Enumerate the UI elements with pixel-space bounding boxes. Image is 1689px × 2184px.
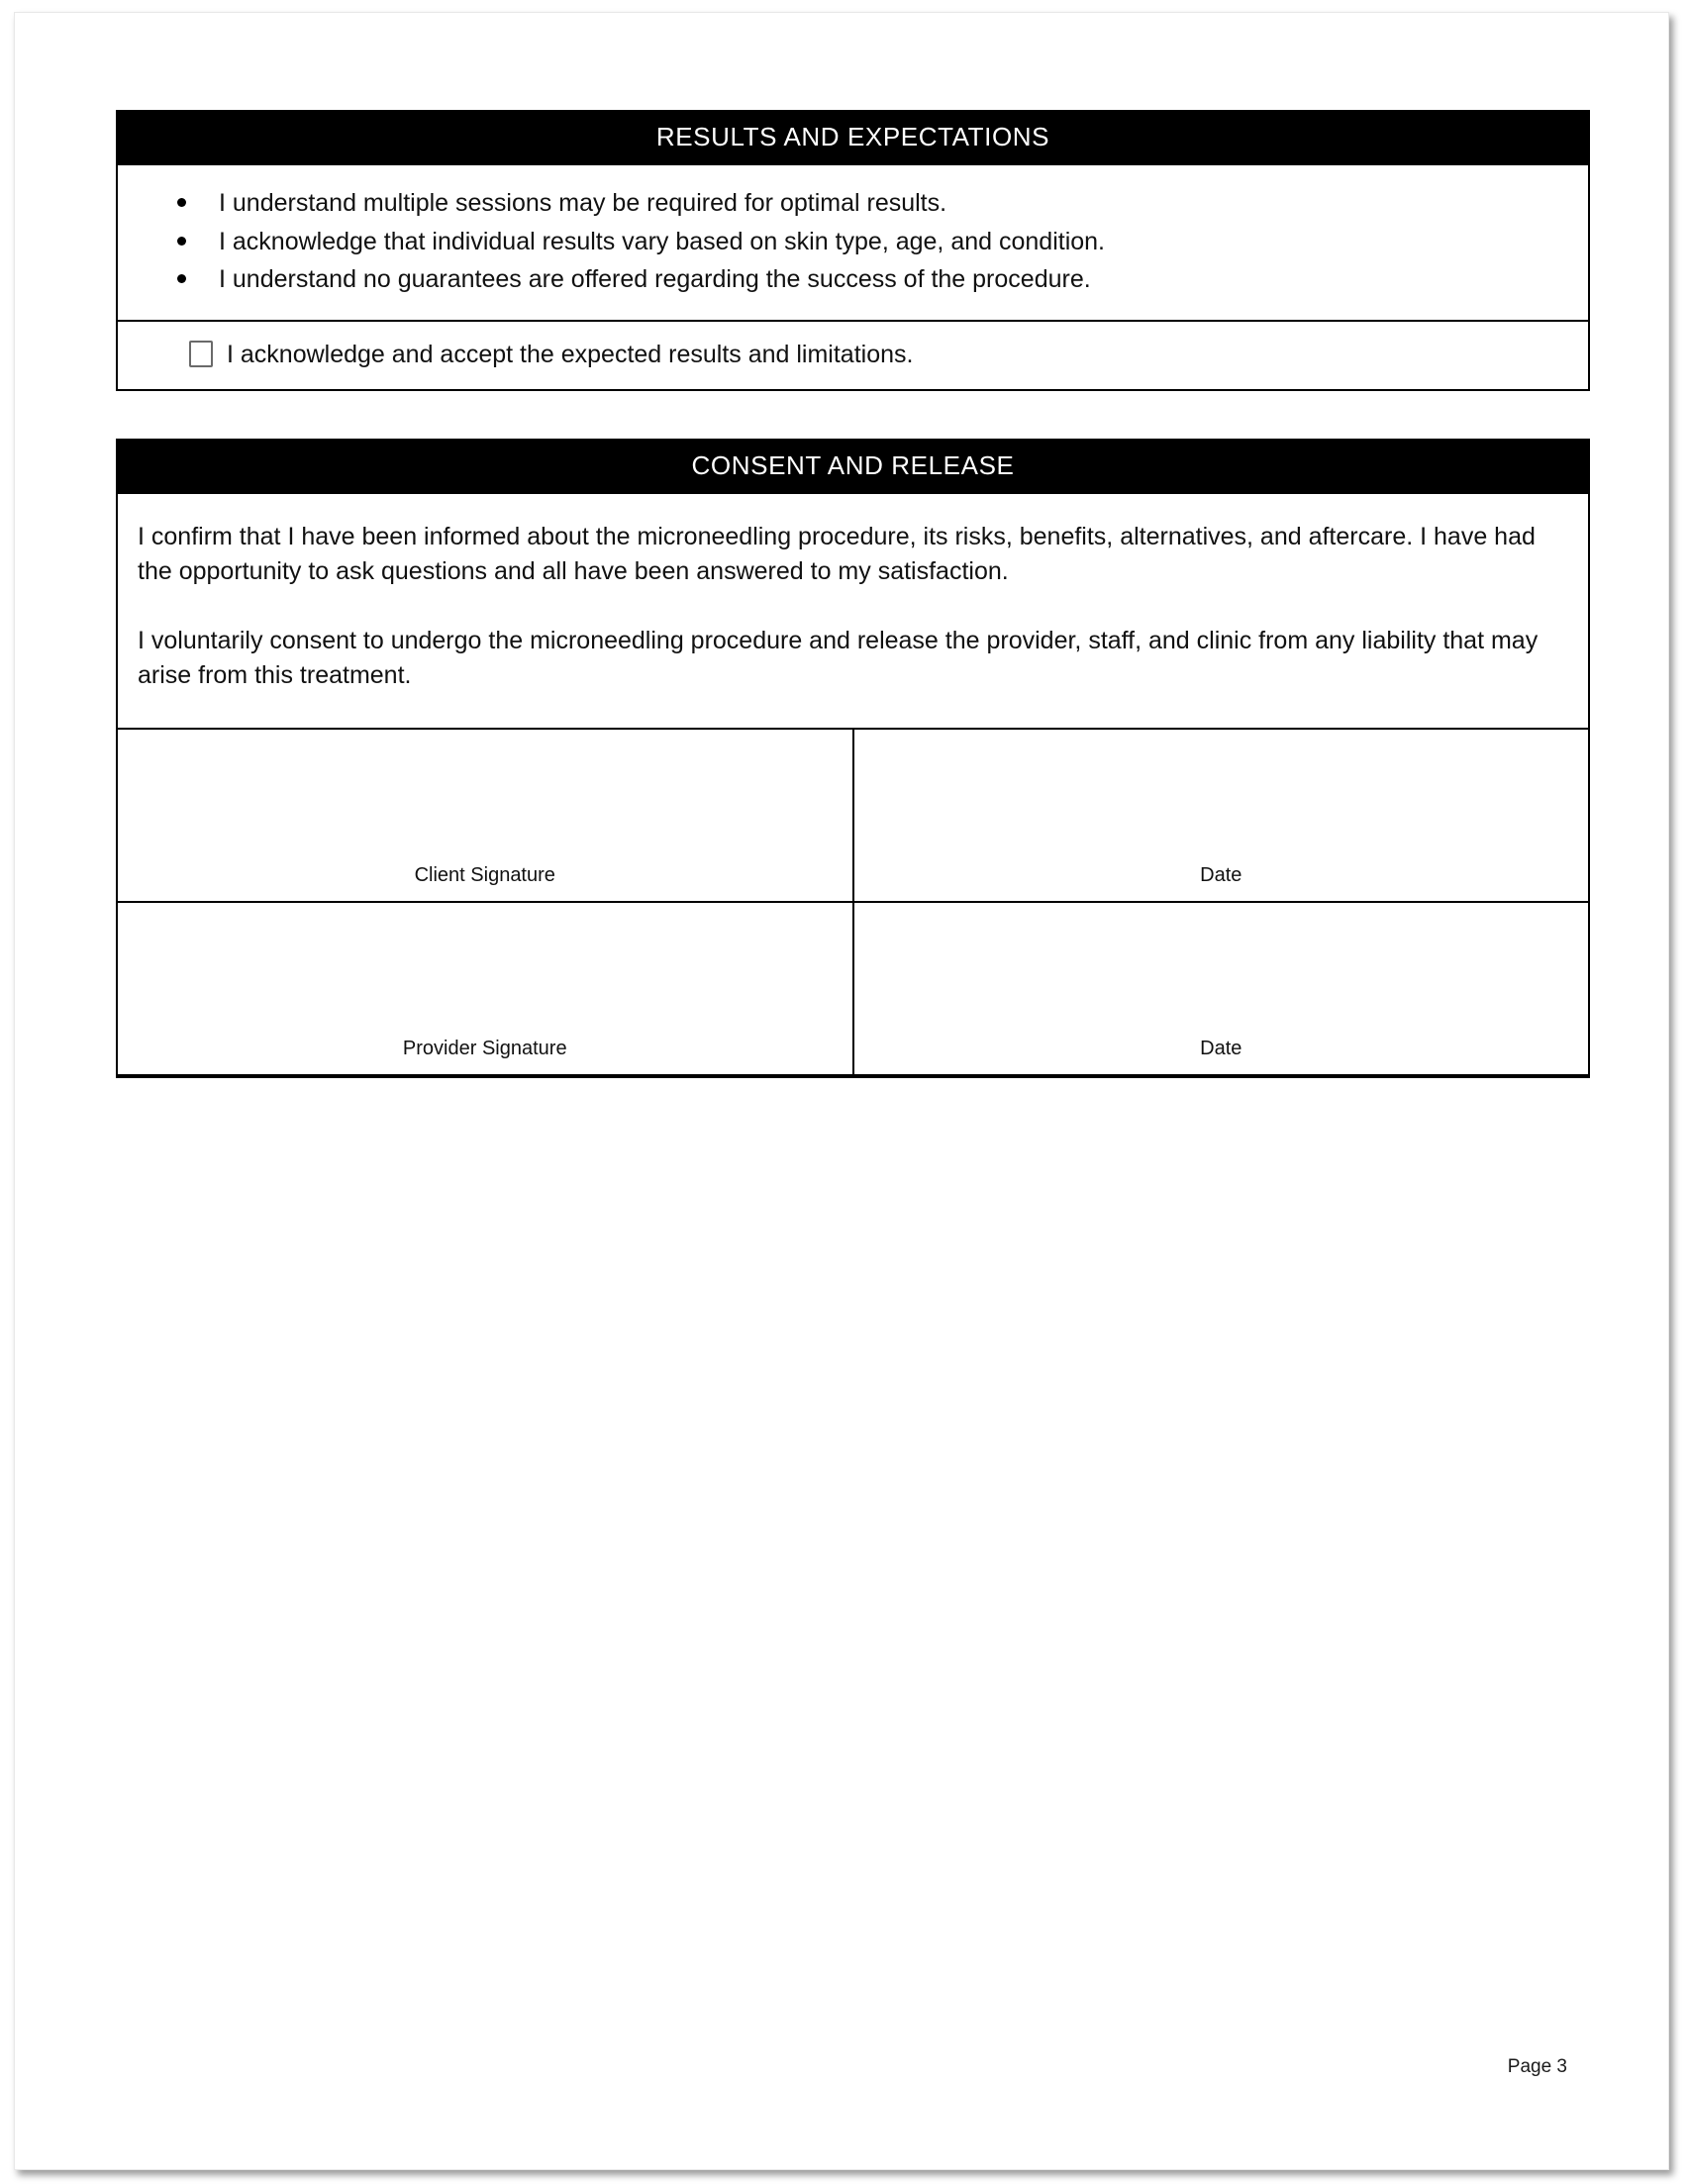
section-body-results-and-expectations [116,165,1590,391]
section-results-and-expectations [116,110,1590,391]
list-item [177,263,1558,296]
bullet-dot-icon [177,237,186,246]
page-number-footer: Page 3 [1507,2056,1567,2077]
bullet-dot-icon [177,274,186,283]
bullet-dot-icon [177,198,186,207]
provider-date-label: Date [1200,1037,1242,1059]
client-date-label: Date [1200,863,1242,886]
client-signature-cell[interactable] [118,729,853,902]
client-date-cell[interactable] [853,729,1589,902]
consent-paragraphs [118,494,1588,728]
provider-signature-cell[interactable] [118,902,853,1075]
section-spacer [116,391,1590,439]
consent-paragraph-2: I voluntarily consent to undergo the microneedling procedure and release the provider, staff, and clinic from any liability that may arise from this treatment. [138,626,1539,689]
list-item [177,226,1558,258]
document-sheet [14,12,1669,2170]
checkbox-icon[interactable] [189,341,213,367]
results-bullet-list [118,165,1588,320]
section-header-consent-and-release: CONSENT AND RELEASE [116,439,1590,494]
acknowledgement-label: I acknowledge and accept the expected results and limitations. [227,340,914,368]
section-consent-and-release [116,439,1590,1078]
section-header-results-and-expectations: RESULTS AND EXPECTATIONS [116,110,1590,165]
provider-date-cell[interactable] [853,902,1589,1075]
table-row [118,729,1588,902]
bullet-text: I acknowledge that individual results vary based on skin type, age, and condition. [219,227,1105,255]
signature-table [118,728,1588,1076]
document-content [116,110,1590,1078]
client-signature-label: Client Signature [414,863,555,886]
bullet-text: I understand no guarantees are offered regarding the success of the procedure. [219,265,1091,293]
bullet-text: I understand multiple sessions may be required for optimal results. [219,189,947,217]
provider-signature-label: Provider Signature [402,1037,567,1059]
table-row [118,902,1588,1075]
list-item [177,187,1558,220]
consent-paragraph-1: I confirm that I have been informed about the microneedling procedure, its risks, benefits, alternatives, and aftercare. I have had the opportunity to ask questions and all have been answered to my satisfaction. [138,522,1536,585]
acknowledgement-row[interactable] [118,320,1588,389]
section-body-consent-and-release [116,494,1590,1078]
